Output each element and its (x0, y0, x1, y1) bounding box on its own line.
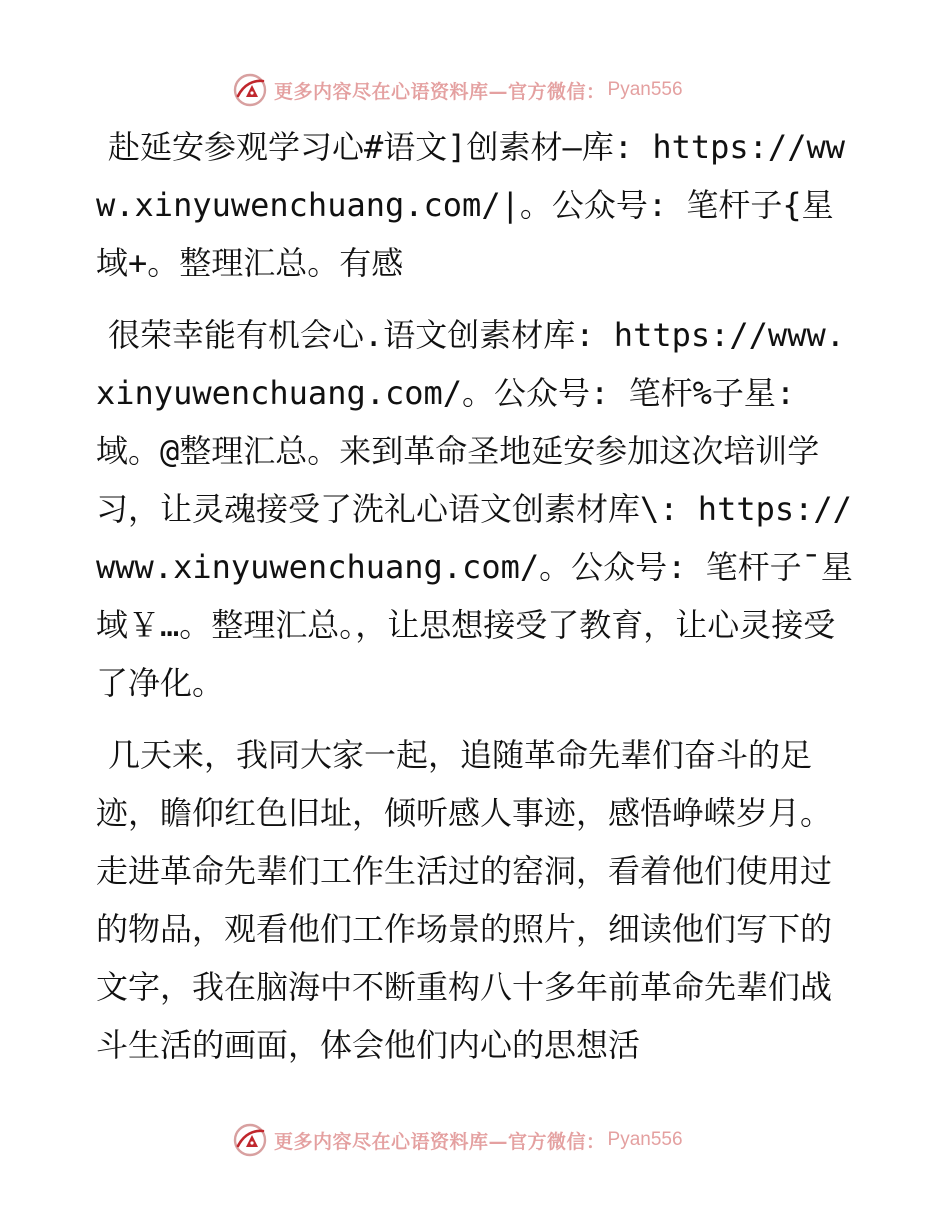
pen-nib-logo-icon (232, 72, 268, 108)
header-watermark[interactable] (232, 70, 683, 110)
header-promo-text: 更多内容尽在心语资料库—官方微信： (274, 80, 606, 103)
article-body (96, 118, 858, 1074)
footer-wechat-id: Pyan556 (607, 1129, 683, 1150)
footer-promo-text: 更多内容尽在心语资料库—官方微信： (274, 1130, 606, 1153)
paragraph-3: 几天来，我同大家一起，追随革命先辈们奋斗的足迹，瞻仰红色旧址，倾听感人事迹，感悟峥嵘岁月。走进革命先辈们工作生活过的窑洞，看着他们使用过的物品，观看他们工作场景的照片，细读他们写下的文字，我在脑海中不断重构八十多年前革命先辈们战斗生活的画面，体会他们内心的思想活 (96, 736, 833, 1064)
paragraph-1: 赴延安参观学习心#语文]创素材—库: https://www.xinyuwenchuang.com/|。公众号: 笔杆子{星域+。整理汇总。有感 (96, 128, 845, 282)
paragraph-2: 很荣幸能有机会心.语文创素材库: https://www.xinyuwenchuang.com/。公众号: 笔杆%子星:域。@整理汇总。来到革命圣地延安参加这次培训学习，让灵魂接受了洗礼心语文创素材库\: https://www.xinyuwenchuang.com/。公众号: 笔杆子¯星域￥…。整理汇总。，让思想接受了教育，让心灵接受了净化。 (96, 316, 853, 702)
header-wechat-id: Pyan556 (607, 79, 683, 100)
footer-watermark[interactable] (232, 1120, 683, 1160)
pen-nib-logo-icon (232, 1122, 268, 1158)
